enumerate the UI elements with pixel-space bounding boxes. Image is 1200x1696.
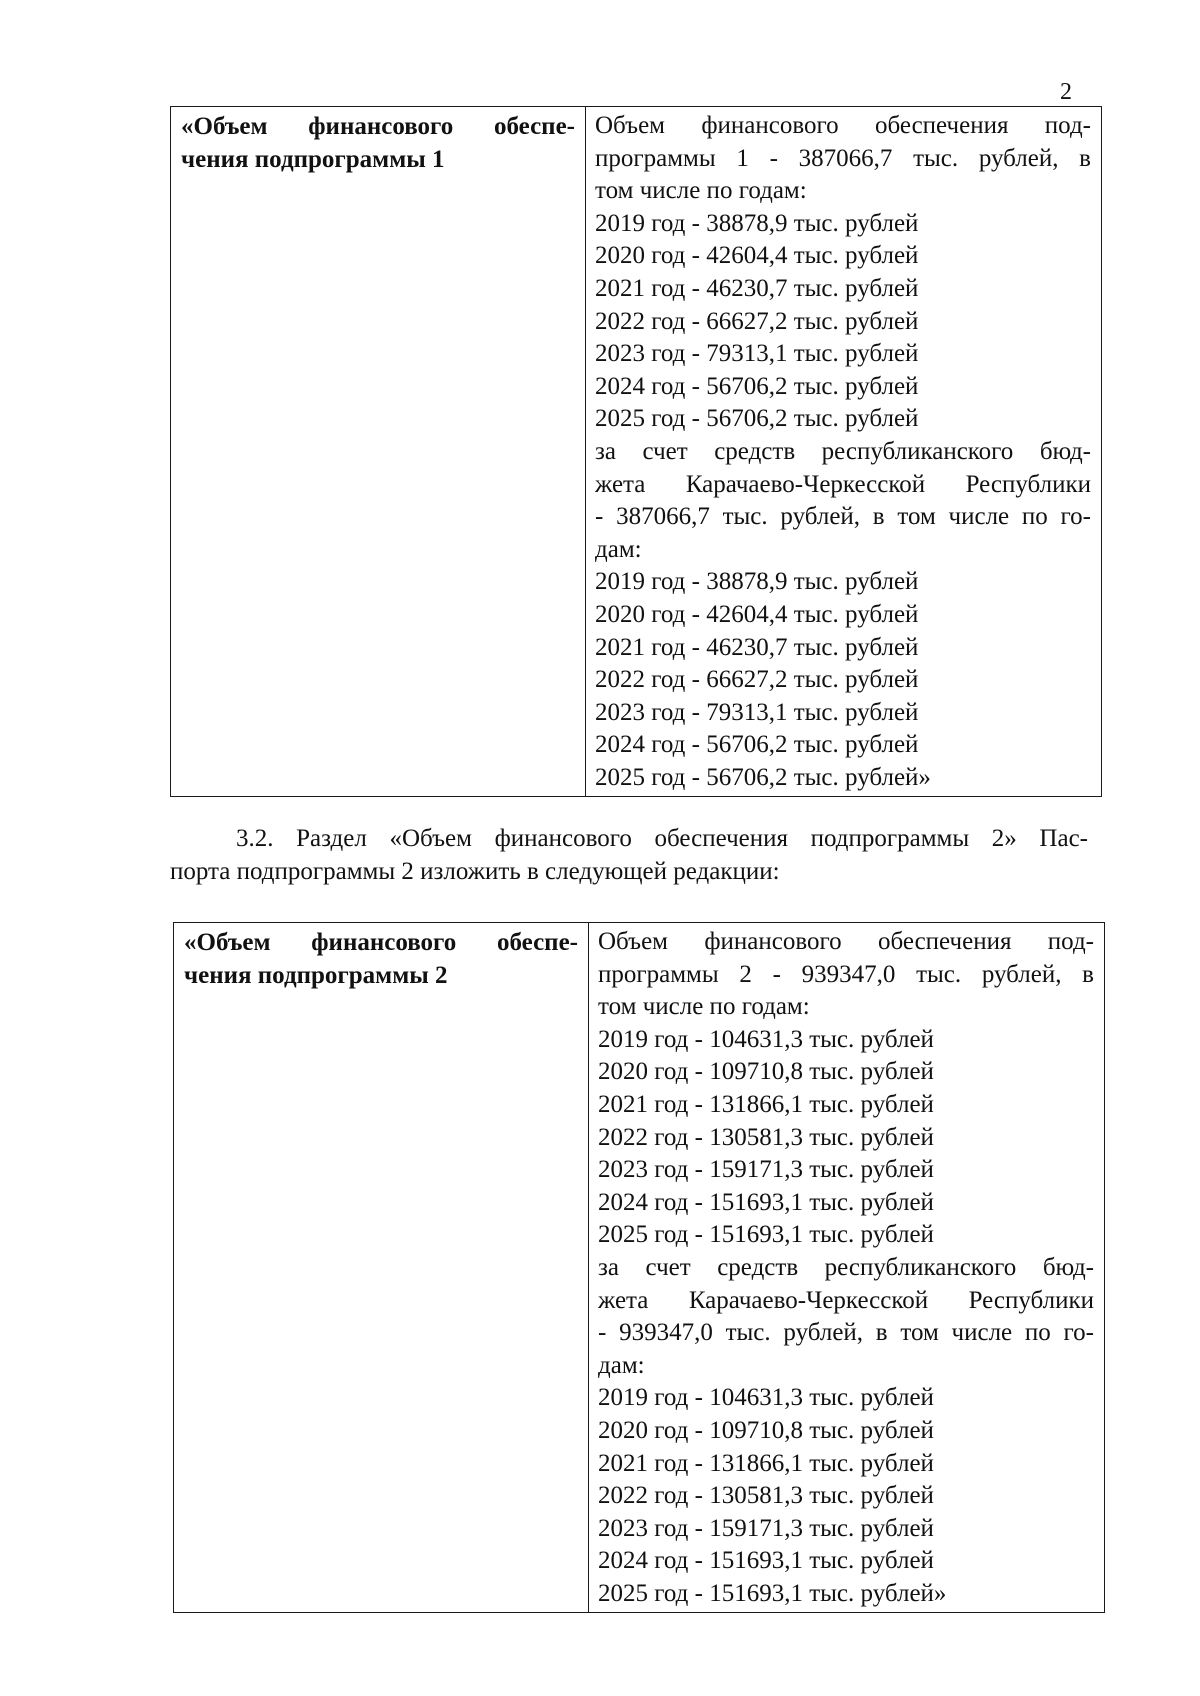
budget-line: за счет средств республиканского бюд- <box>598 1253 1094 1281</box>
budget-line: - 387066,7 тыс. рублей, в том числе по го- <box>595 503 1091 531</box>
intro-line: программы 1 - 387066,7 тыс. рублей, в <box>595 144 1091 172</box>
budget-line: дам: <box>595 535 642 563</box>
label-line: чения подпрограммы 2 <box>184 961 448 989</box>
value-cell <box>589 923 1105 1613</box>
year-amount-line: 2021 год - 46230,7 тыс. рублей <box>595 274 919 302</box>
section-paragraph-line: 3.2. Раздел «Объем финансового обеспечения подпрограммы 2» Пас- <box>236 825 1088 852</box>
year-amount-line: 2023 год - 79313,1 тыс. рублей <box>595 340 919 368</box>
year-amount-line: 2024 год - 151693,1 тыс. рублей <box>598 1188 934 1216</box>
budget-line: жета Карачаево-Черкесской Республики <box>595 470 1091 498</box>
year-amount-line: 2025 год - 151693,1 тыс. рублей <box>598 1221 934 1249</box>
year-amount-line: 2020 год - 42604,4 тыс. рублей <box>595 600 919 628</box>
page-number: 2 <box>1060 79 1072 105</box>
intro-line: том числе по годам: <box>595 177 807 205</box>
year-amount-line: 2020 год - 109710,8 тыс. рублей <box>598 1058 934 1086</box>
year-amount-line: 2024 год - 56706,2 тыс. рублей <box>595 731 919 759</box>
year-amount-line: 2024 год - 56706,2 тыс. рублей <box>595 372 919 400</box>
year-amount-line: 2025 год - 56706,2 тыс. рублей» <box>595 763 931 791</box>
value-cell <box>586 107 1102 797</box>
budget-line: за счет средств республиканского бюд- <box>595 437 1091 465</box>
budget-line: жета Карачаево-Черкесской Республики <box>598 1286 1094 1314</box>
year-amount-line: 2020 год - 42604,4 тыс. рублей <box>595 242 919 270</box>
year-amount-line: 2019 год - 38878,9 тыс. рублей <box>595 209 919 237</box>
financing-table-subprogram-1 <box>170 106 1102 797</box>
year-amount-line: 2025 год - 151693,1 тыс. рублей» <box>598 1579 947 1607</box>
label-cell <box>171 107 586 797</box>
year-amount-line: 2023 год - 159171,3 тыс. рублей <box>598 1514 934 1542</box>
year-amount-line: 2025 год - 56706,2 тыс. рублей <box>595 405 919 433</box>
label-cell <box>174 923 589 1613</box>
year-amount-line: 2022 год - 130581,3 тыс. рублей <box>598 1482 934 1510</box>
table-row <box>174 923 1105 1613</box>
budget-line: - 939347,0 тыс. рублей, в том числе по го- <box>598 1319 1094 1347</box>
year-amount-line: 2022 год - 66627,2 тыс. рублей <box>595 307 919 335</box>
year-amount-line: 2019 год - 104631,3 тыс. рублей <box>598 1384 934 1412</box>
label-line: «Объем финансового обеспе- <box>181 113 575 140</box>
year-amount-line: 2019 год - 104631,3 тыс. рублей <box>598 1025 934 1053</box>
year-amount-line: 2022 год - 66627,2 тыс. рублей <box>595 666 919 694</box>
intro-line: программы 2 - 939347,0 тыс. рублей, в <box>598 960 1094 988</box>
year-amount-line: 2024 год - 151693,1 тыс. рублей <box>598 1547 934 1575</box>
year-amount-line: 2021 год - 131866,1 тыс. рублей <box>598 1449 934 1477</box>
section-paragraph-line: порта подпрограммы 2 изложить в следующей редакции: <box>170 858 780 885</box>
section-paragraph <box>170 822 1088 888</box>
year-amount-line: 2022 год - 130581,3 тыс. рублей <box>598 1123 934 1151</box>
year-amount-line: 2023 год - 159171,3 тыс. рублей <box>598 1156 934 1184</box>
year-amount-line: 2021 год - 46230,7 тыс. рублей <box>595 633 919 661</box>
label-line: чения подпрограммы 1 <box>181 145 445 173</box>
budget-line: дам: <box>598 1351 645 1379</box>
year-amount-line: 2020 год - 109710,8 тыс. рублей <box>598 1416 934 1444</box>
label-line: «Объем финансового обеспе- <box>184 929 578 956</box>
intro-line: том числе по годам: <box>598 993 810 1021</box>
intro-line: Объем финансового обеспечения под- <box>595 112 1091 139</box>
year-amount-line: 2021 год - 131866,1 тыс. рублей <box>598 1090 934 1118</box>
financing-table-subprogram-2 <box>173 922 1105 1613</box>
year-amount-line: 2019 год - 38878,9 тыс. рублей <box>595 568 919 596</box>
intro-line: Объем финансового обеспечения под- <box>598 928 1094 955</box>
table-row <box>171 107 1102 797</box>
year-amount-line: 2023 год - 79313,1 тыс. рублей <box>595 698 919 726</box>
